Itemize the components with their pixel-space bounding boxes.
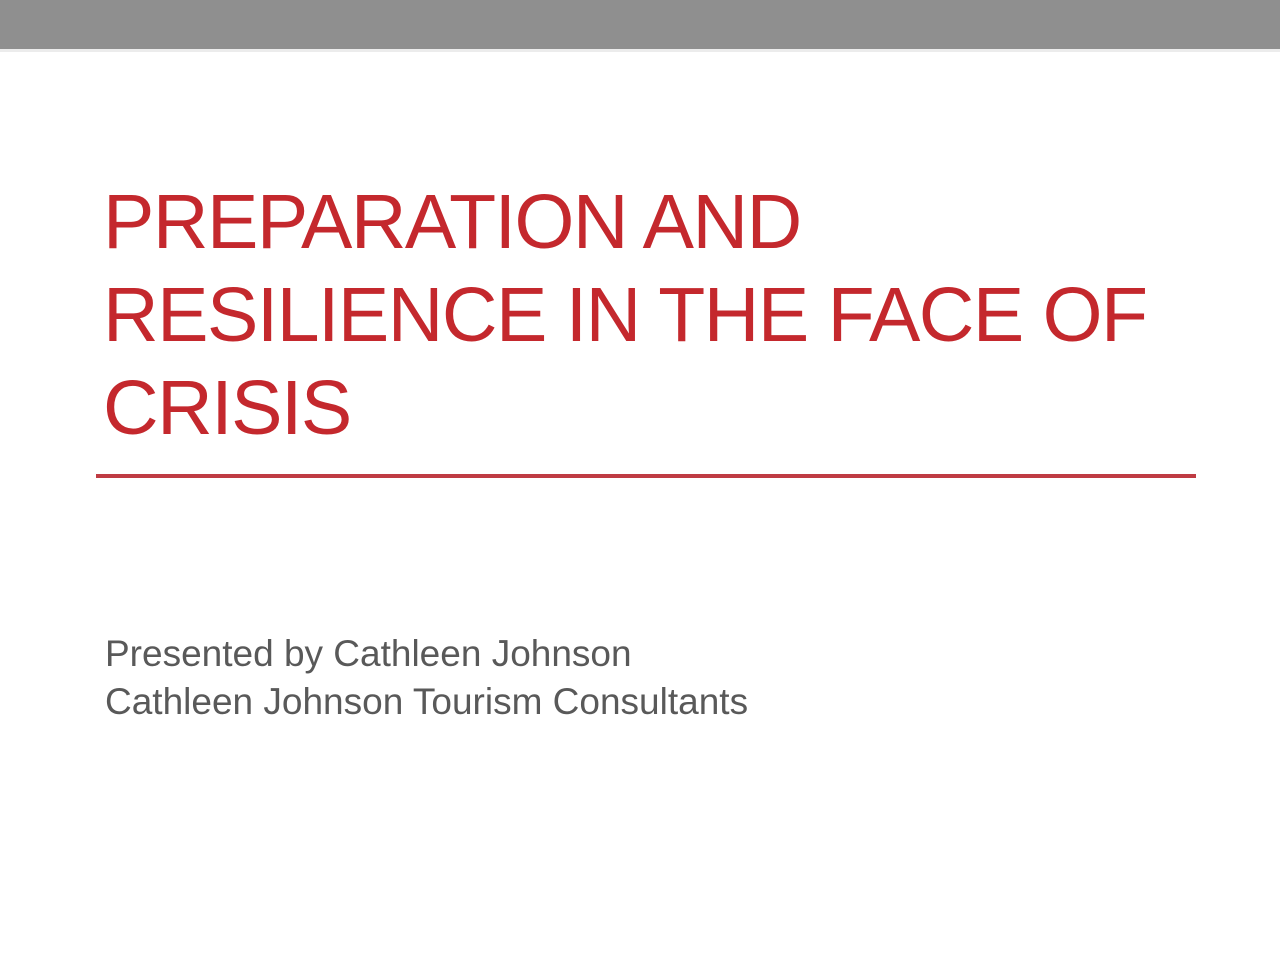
title-divider-rule [96,474,1196,478]
slide-title-line-1: PREPARATION AND [103,179,801,265]
subtitle-line-2: Cathleen Johnson Tourism Consultants [105,681,749,722]
slide-title-line-3: CRISIS [103,365,351,451]
slide-title-line-2: RESILIENCE IN THE FACE OF [103,272,1147,358]
slide-title [103,176,1213,455]
subtitle-line-1: Presented by Cathleen Johnson [105,633,632,674]
top-band [0,0,1280,52]
slide-subtitle [105,630,1005,726]
